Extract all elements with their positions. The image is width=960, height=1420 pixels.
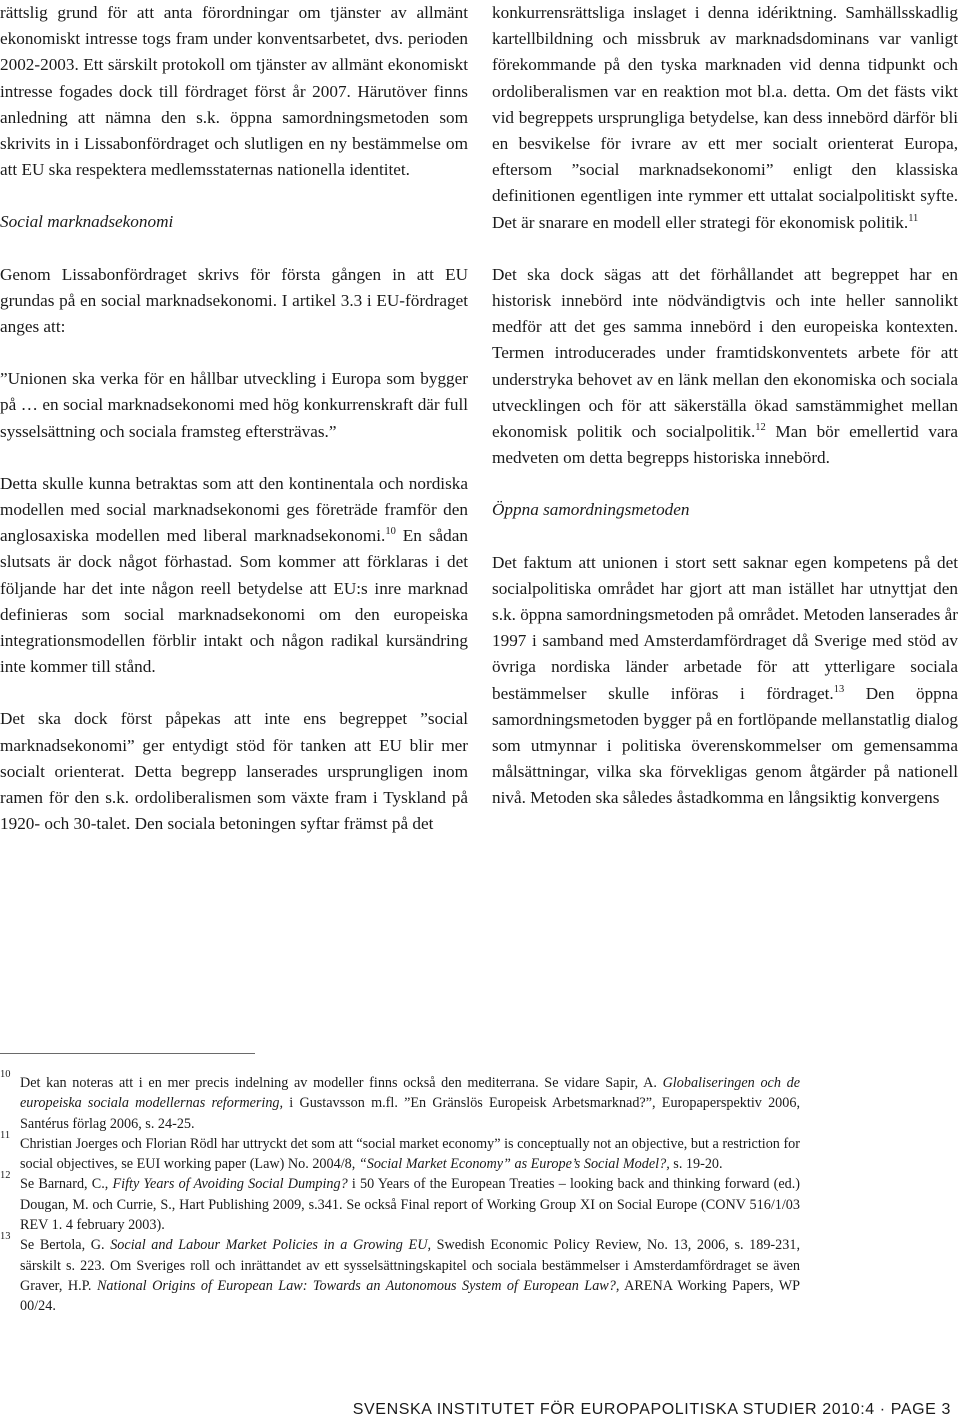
body-paragraph bbox=[492, 0, 958, 236]
footnote-divider bbox=[0, 1053, 255, 1054]
footnote-title: Globaliseringen och de europeiska sociala modellernas reformering, bbox=[20, 1075, 800, 1112]
section-heading-oppna-samordningsmetoden: Öppna samordningsmetoden bbox=[492, 500, 690, 520]
footnote-number: 10 bbox=[0, 1069, 11, 1080]
body-paragraph bbox=[492, 262, 958, 472]
body-paragraph bbox=[0, 471, 468, 681]
footnote-text: s. 19-20. bbox=[669, 1156, 723, 1173]
paragraph-text: En sådan slutsats är dock något förhastad. Som kommer att förklaras i det följande har det inte någon reell betydelse att EU:s inre marknad definieras som social marknadsekonomi om den europeiska integrationsmodellen förblir intakt och någon radikal kursändring inte kommer till stånd. bbox=[0, 526, 468, 677]
section-heading-social-marknadsekonomi: Social marknadsekonomi bbox=[0, 212, 174, 232]
footnote-title: “Social Market Economy” as Europe’s Social Model?, bbox=[358, 1156, 670, 1173]
footnote-ref: 12 bbox=[755, 422, 766, 434]
paragraph-text: Detta skulle kunna betraktas som att den kontinentala och nordiska modellen med social marknadsekonomi ges företräde framför den anglosaxiska modellen med liberal marknadsekonomi. bbox=[0, 473, 468, 546]
footnote-number: 12 bbox=[0, 1170, 11, 1182]
footnote-number: 13 bbox=[0, 1231, 11, 1243]
footnote-text: Christian Joerges och Florian Rödl har uttryckt det som att “social market economy” is conceptually not an objective, but a restriction for social objectives, se EUI working paper (Law) No. 2004/8, bbox=[20, 1135, 800, 1173]
footnote-text: Se Barnard, C., bbox=[20, 1176, 113, 1193]
footnote-text: Swedish Economic Policy Review, No. 13, 2006, s. 189-231, särskilt s. 223. Om Sveriges roll och inrättandet av ett sysselsättningskapitel och sociala bestämmelser i Amsterdamfördraget se även Graver, H.P. bbox=[20, 1237, 800, 1294]
footnote-text: Se Bertola, G. bbox=[20, 1237, 111, 1254]
block-quote: ”Unionen ska verka för en hållbar utveckling i Europa som bygger på … en social marknadsekonomi med hög konkurrenskraft där full sysselsättning och sociala framsteg eftersträvas.” bbox=[0, 369, 468, 441]
footnote-ref: 11 bbox=[908, 212, 919, 224]
right-column bbox=[492, 0, 958, 812]
footnote-title: Fifty Years of Avoiding Social Dumping? bbox=[112, 1176, 348, 1193]
footnote-text: i Gustavsson m.fl. ”En Gränslös Europeisk Arbetsmarknad?”, Europaperspektiv 2006, Santérus förlag 2006, s. 24-25. bbox=[20, 1095, 800, 1132]
footnote-title: Social and Labour Market Policies in a Growing EU, bbox=[110, 1237, 431, 1254]
paragraph-text: Man bör emellertid vara medveten om detta begrepps historiska innebörd. bbox=[492, 422, 958, 468]
intro-paragraph: rättslig grund för att anta förordningar om tjänster av allmänt ekonomiskt intresse togs fram under konventsarbetet, dvs. perioden 2002-2003. Ett särskilt protokoll om tjänster av allmänt ekonomiskt intresse fogades dock till fördraget först år 2007. Härutöver finns anledning att nämna den s.k. öppna samordningsmetoden som skrivits in i Lissabonfördraget och slutligen en ny bestämmelse om att EU ska respektera medlemsstaternas nationella identitet. bbox=[0, 3, 468, 180]
footnote-text: i 50 Years of the European Treaties – looking back and thinking forward (ed.) Dougan, M. och Currie, S., Hart Publishing 2009, s.341. Se också Final report of Working Group XI on Social Europe (CONV 516/1/03 REV 1. 4 february 2003). bbox=[20, 1176, 800, 1234]
footnote bbox=[0, 1069, 800, 1134]
body-paragraph: Genom Lissabonfördraget skrivs för första gången in att EU grundas på en social marknadsekonomi. I artikel 3.3 i EU-fördraget anges att: bbox=[0, 264, 468, 337]
footnote-text: ARENA Working Papers, WP 00/24. bbox=[20, 1277, 800, 1315]
footnotes bbox=[0, 1069, 800, 1317]
footnote-title: National Origins of European Law: Towards an Autonomous System of European Law?, bbox=[96, 1277, 620, 1294]
body-paragraph bbox=[492, 550, 958, 812]
page-footer: SVENSKA INSTITUTET FÖR EUROPAPOLITISKA STUDIER 2010:4 · PAGE 3 bbox=[352, 1401, 951, 1418]
footnote bbox=[0, 1170, 800, 1235]
footnote-text: Det kan noteras att i en mer precis indelning av modeller finns också den mediterrana. Se vidare Sapir, A. bbox=[20, 1075, 663, 1091]
left-column bbox=[0, 0, 468, 837]
footnote bbox=[0, 1231, 800, 1316]
paragraph-text: Det faktum att unionen i stort sett saknar egen kompetens på det socialpolitiska området har gjort att man istället har utnyttjat den s.k. öppna samordningsmetoden på området. Metoden lanserades år 1997 i samband med Amsterdamfördraget då Sverige med stöd av övriga nordiska länder arbetade för att ytterligare sociala bestämmelser skulle införas i fördraget. bbox=[492, 552, 958, 703]
footnote bbox=[0, 1129, 800, 1175]
footnote-ref: 10 bbox=[385, 526, 396, 538]
paragraph-text: Det ska dock sägas att det förhållandet att begreppet har en historisk innebörd inte nödvändigtvis och inte heller sannolikt medför att det ges samma innebörd i den europeiska kontexten. Termen introducerades under framtidskonventets arbete för att understryka behovet av en länk mellan den ekonomiska och sociala utvecklingen och för att säkerställa ökad samstämmighet mellan ekonomisk politik och socialpolitik. bbox=[492, 264, 958, 442]
footnote-ref: 13 bbox=[833, 683, 845, 695]
paragraph-text: Den öppna samordningsmetoden bygger på en fortlöpande mellanstatlig dialog som utmynnar i politiska överenskommelser om gemensamma målsättningar, vilka ska förvekligas genom åtgärder på nationell nivå. Metoden ska således åstadkomma en långsiktig konvergens bbox=[492, 683, 958, 808]
paragraph-text: konkurrensrättsliga inslaget i denna idériktning. Samhällsskadlig kartellbildning och missbruk av marknadsdominans var vanligt förekommande på den tyska marknaden vid denna tidpunkt och ordoliberalismen var en reaktion mot bl.a. detta. Om det fästs vikt vid begreppets ursprungliga betydelse, kan dess innebörd därför bli en besvikelse för ivrare av ett mer socialt orienterat Europa, eftersom ”social marknadsekonomi” enligt den klassiska definitionen egentligen inte rymmer ett uttalat socialpolitiskt syfte. Det är snarare en modell eller strategi för ekonomisk politik. bbox=[492, 3, 958, 232]
body-paragraph: Det ska dock först påpekas att inte ens begreppet ”social marknadsekonomi” ger entydigt stöd för tanken att EU blir mer socialt orienterat. Detta begrepp lanserades ursprungligen inom ramen för den s.k. ordoliberalismen som växte fram i Tyskland på 1920- och 30-talet. Den sociala betoningen syftar främst på det bbox=[0, 709, 468, 834]
footnote-number: 11 bbox=[0, 1129, 11, 1141]
